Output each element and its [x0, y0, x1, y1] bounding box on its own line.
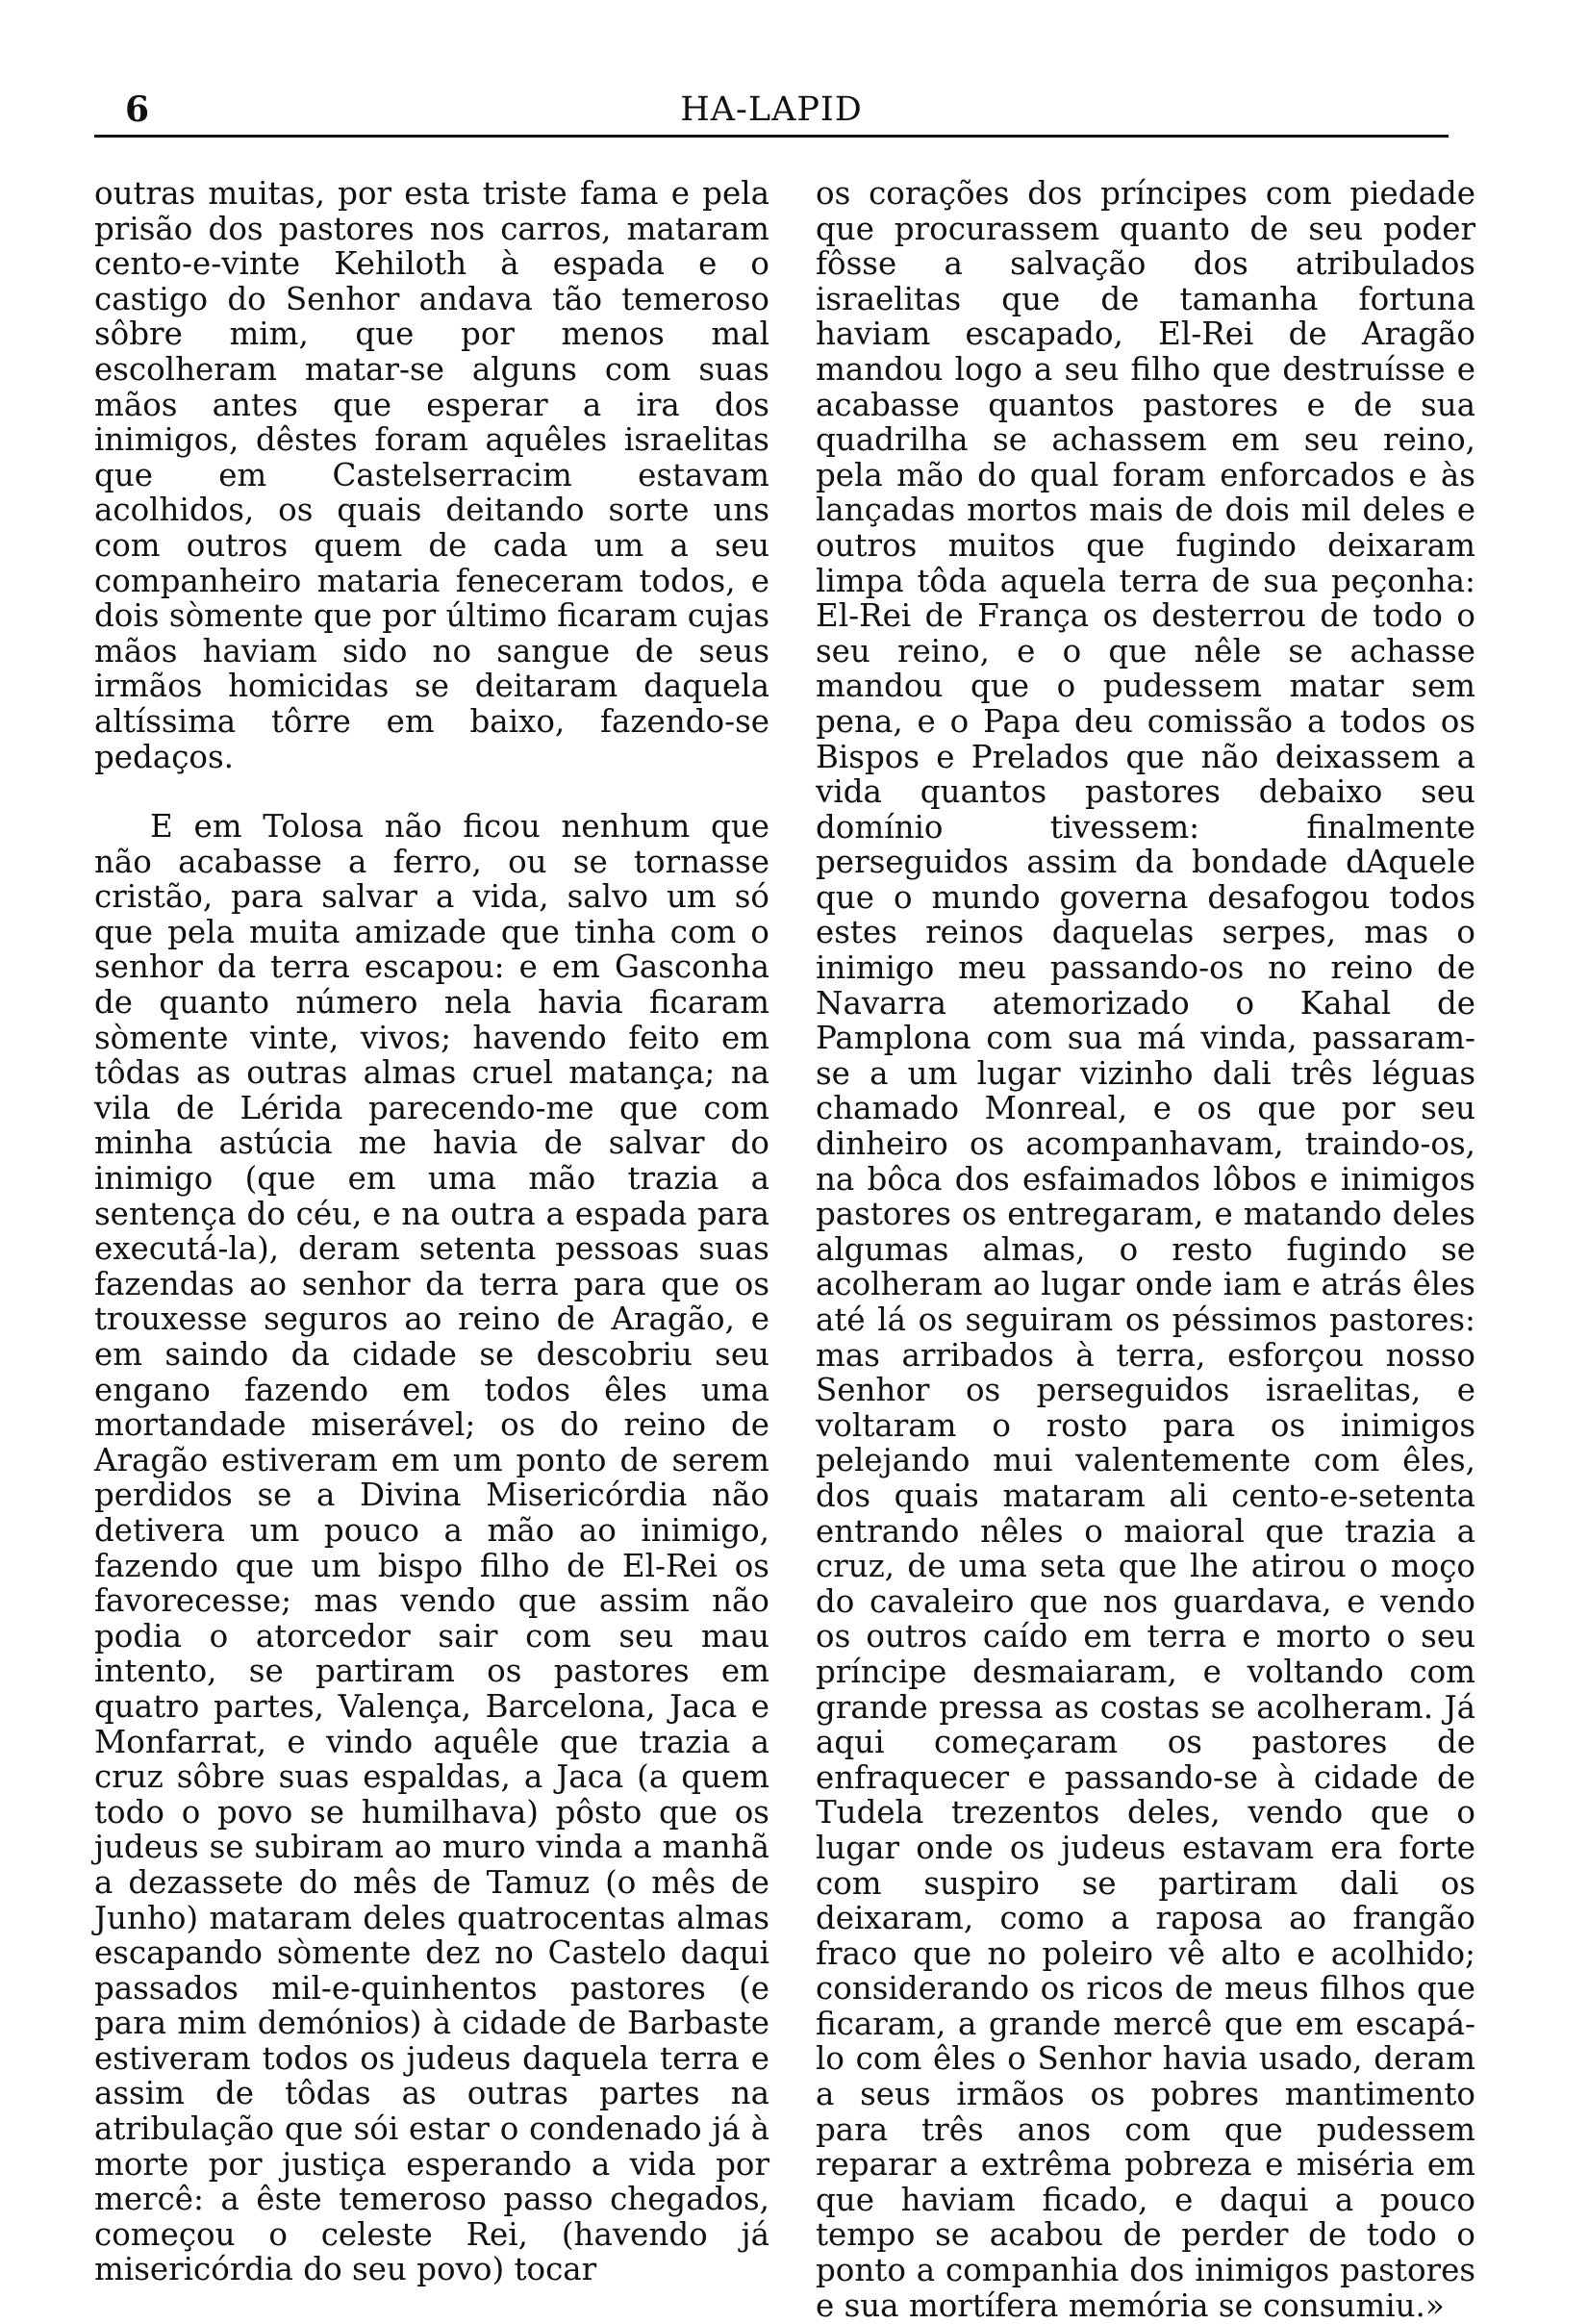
header-rule	[94, 135, 1449, 138]
page-header	[94, 88, 1449, 131]
left-paragraph-1: outras muitas, por esta triste fama e pela prisão dos pastores nos carros, mataram cento-e-vinte Kehiloth à espada e o castigo do Senhor andava tão temeroso sôbre mim, que por menos mal escolheram matar-se alguns com suas mãos antes que esperar a ira dos inimigos, dêstes foram aquêles israelitas que em Castelserracim estavam acolhidos, os quais deitando sorte uns com outros quem de cada um a seu companheiro mataria feneceram todos, e dois sòmente que por último ficaram cujas mãos haviam sido no sangue de seus irmãos homicidas se deitaram daquela altíssima tôrre em baixo, fazendo-se pedaços.	[94, 175, 769, 775]
left-paragraph-2: E em Tolosa não ficou nenhum que não acabasse a ferro, ou se tornasse cristão, para salvar a vida, salvo um só que pela muita amizade que tinha com o senhor da terra escapou: e em Gasconha de quanto número nela havia ficaram sòmente vinte, vivos; havendo feito em tôdas as outras almas cruel matança; na vila de Lérida parecendo-me que com minha astúcia me havia de salvar do inimigo (que em uma mão trazia a sentença do céu, e na outra a espada para executá-la), deram setenta pessoas suas fazendas ao senhor da terra para que os trouxesse seguros ao reino de Aragão, e em saindo da cidade se descobriu seu engano fazendo em todos êles uma mortandade miserável; os do reino de Aragão estiveram em um ponto de serem perdidos se a Divina Misericórdia não detivera um pouco a mão ao inimigo, fazendo que um bispo filho de El-Rei os favorecesse; mas vendo que assim não podia o atorcedor sair com seu mau intento, se partiram os pastores em quatro partes, Valença, Barcelona, Jaca e Monfarrat, e vindo aquêle que trazia a cruz sôbre suas espaldas, a Jaca (a quem todo o povo se humilhava) pôsto que os judeus se subiram ao muro vinda a manhã a dezassete do mês de Tamuz (o mês de Junho) mataram deles quatrocentas almas escapando sòmente dez no Castelo daqui passados mil-e-quinhentos pastores (e para mim demónios) à cidade de Barbaste estiveram todos os judeus daquela terra e assim de tôdas as outras partes na atribulação que sói estar o condenado já à morte por justiça esperando a vida por mercê: a êste temeroso passo chegados, começou o celeste Rei, (havendo já misericórdia do seu povo) tocar	[94, 808, 769, 2288]
running-title: HA-LAPID	[680, 90, 863, 129]
left-column	[94, 176, 769, 2287]
right-paragraph-1: os corações dos príncipes com piedade que procurassem quanto de seu poder fôsse a salvação dos atribulados israelitas que de tamanha fortuna haviam escapado, El-Rei de Aragão mandou logo a seu filho que destruísse e acabasse quantos pastores e de sua quadrilha se achassem em seu reino, pela mão do qual foram enforcados e às lançadas mortos mais de dois mil deles e outros muitos que fugindo deixaram limpa tôda aquela terra de sua peçonha: El-Rei de França os desterrou de todo o seu reino, e o que nêle se achasse mandou que o pudessem matar sem pena, e o Papa deu comissão a todos os Bispos e Prelados que não deixassem a vida quantos pastores debaixo seu domínio tivessem: finalmente perseguidos assim da bondade dAquele que o mundo governa desafogou todos estes reinos daquelas serpes, mas o inimigo meu passando-os no reino de Navarra atemorizado o Kahal de Pamplona com sua má vinda, passaram-se a um lugar vizinho dali três léguas chamado Monreal, e os que por seu dinheiro os acompanhavam, traindo-os, na bôca dos esfaimados lôbos e inimigos pastores os entregaram, e matando deles algumas almas, o resto fugindo se acolheram ao lugar onde iam e atrás êles até lá os seguiram os péssimos pastores: mas arribados à terra, esforçou nosso Senhor os perseguidos israelitas, e voltaram o rosto para os inimigos pelejando mui valentemente com êles, dos quais mataram ali cento-e-setenta entrando nêles o maioral que trazia a cruz, de uma seta que lhe atirou o moço do cavaleiro que nos guardava, e vendo os outros caído em terra e morto o seu príncipe desmaiaram, e voltando com grande pressa as costas se acolheram. Já aqui começaram os pastores de enfraquecer e passando-se à cidade de Tudela trezentos deles, vendo que o lugar onde os judeus estavam era forte com suspiro se partiram dali os deixaram, como a raposa ao frangão fraco que no poleiro vê alto e acolhido; considerando os ricos de meus filhos que ficaram, a grande mercê que em escapá-lo com êles o Senhor havia usado, deram a seus irmãos os pobres mantimento para três anos com que pudessem reparar a extrêma pobreza e miséria em que haviam ficado, e daqui a pouco tempo se acabou de perder de todo o ponto a companhia dos inimigos pastores e sua mortífera memória se consumiu.»	[816, 175, 1475, 2324]
right-column	[816, 176, 1475, 2323]
page-number: 6	[125, 89, 150, 130]
